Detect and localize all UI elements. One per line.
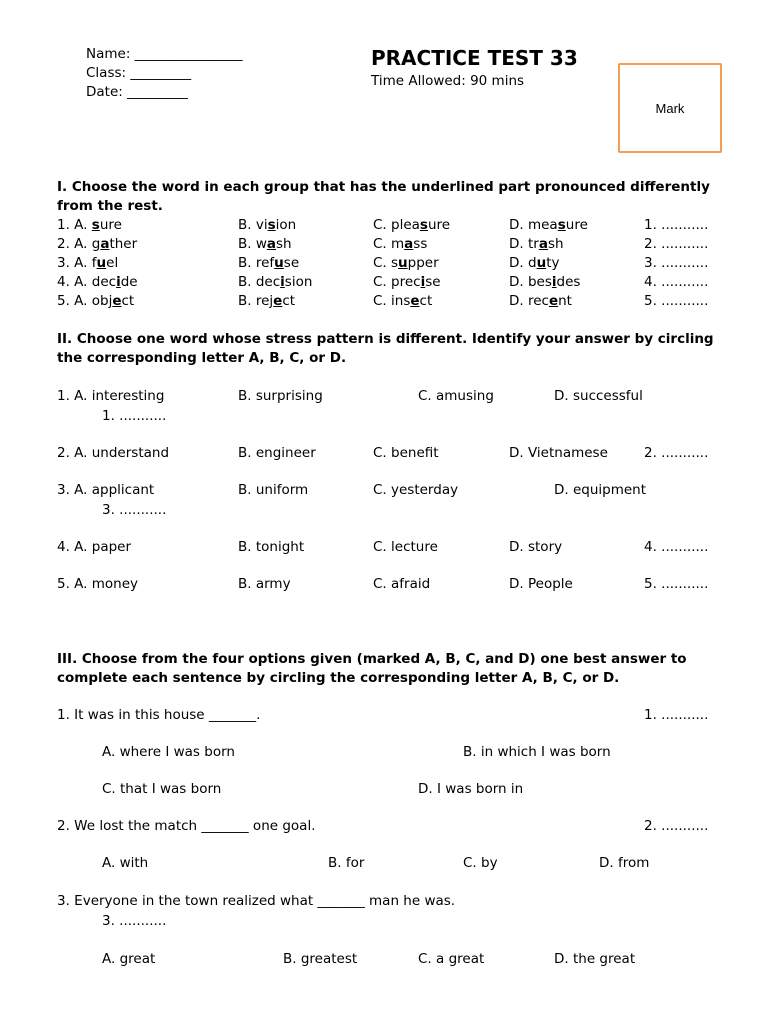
option-text: de — [120, 274, 138, 290]
option-text: C. prec — [373, 274, 421, 290]
s2-q3-option-a[interactable]: 3. A. applicant — [57, 482, 155, 498]
s2-q5-option-c[interactable]: C. afraid — [373, 576, 431, 592]
s1-q4-option-c[interactable] — [373, 273, 441, 292]
option-text: D. d — [509, 255, 537, 271]
s3-q3-stem: 3. Everyone in the town realized what _______ man he was. — [57, 893, 456, 909]
option-text: ct — [121, 293, 135, 309]
option-text: ure — [565, 217, 588, 233]
s2-q4-option-c[interactable]: C. lecture — [373, 539, 438, 555]
s1-q5-answer: 5. ........... — [644, 293, 709, 309]
option-text: D. rec — [509, 293, 549, 309]
option-text: se — [283, 255, 300, 271]
option-text: ct — [419, 293, 433, 309]
s1-q5-option-c[interactable] — [373, 292, 432, 311]
option-text: 3. A. f — [57, 255, 97, 271]
s2-q3-answer: 3. ........... — [102, 502, 167, 518]
underlined-letter: i — [116, 274, 121, 290]
s1-q3-option-c[interactable] — [373, 254, 439, 273]
s3-q2-option-b[interactable]: B. for — [328, 855, 365, 871]
option-text: C. s — [373, 255, 399, 271]
option-text: ty — [546, 255, 560, 271]
underlined-letter: e — [112, 293, 122, 309]
option-text: des — [556, 274, 581, 290]
mark-label: Mark — [655, 100, 685, 116]
option-text: sh — [547, 236, 564, 252]
s3-q3-option-c[interactable]: C. a great — [418, 951, 485, 967]
s2-q1-answer: 1. ........... — [102, 408, 167, 424]
underlined-letter: e — [410, 293, 420, 309]
s2-q4-option-a[interactable]: 4. A. paper — [57, 539, 132, 555]
s1-q3-answer: 3. ........... — [644, 255, 709, 271]
section-3-heading: III. Choose from the four options given (marked A, B, C, and D) one best answer to complete each sentence by circling the corresponding letter A, B, C, or D. — [57, 651, 687, 686]
s3-q2-option-d[interactable]: D. from — [599, 855, 650, 871]
underlined-letter: a — [538, 236, 548, 252]
s1-q5-option-b[interactable] — [238, 292, 295, 311]
option-text: el — [106, 255, 119, 271]
underlined-letter: u — [96, 255, 107, 271]
s3-q2-option-c[interactable]: C. by — [463, 855, 498, 871]
s1-q4-option-b[interactable] — [238, 273, 312, 292]
option-text: ss — [413, 236, 428, 252]
s3-q2-answer: 2. ........... — [644, 818, 709, 834]
s2-q4-answer: 4. ........... — [644, 539, 709, 555]
s1-q1-option-a[interactable] — [57, 216, 122, 235]
time-allowed: Time Allowed: 90 mins — [371, 73, 525, 89]
class-field-label: Class: _________ — [86, 65, 192, 81]
s2-q2-option-a[interactable]: 2. A. understand — [57, 445, 170, 461]
s1-q5-option-d[interactable] — [509, 292, 572, 311]
underlined-letter: a — [266, 236, 277, 252]
underlined-letter: u — [398, 255, 408, 271]
s1-q4-option-a[interactable] — [57, 273, 138, 292]
option-text: 1. A. — [57, 217, 92, 233]
option-text: sh — [276, 236, 292, 252]
option-text: B. w — [238, 236, 267, 252]
s1-q4-option-d[interactable] — [509, 273, 580, 292]
s2-q4-option-b[interactable]: B. tonight — [238, 539, 305, 555]
page-title: PRACTICE TEST 33 — [371, 46, 578, 70]
option-text: se — [425, 274, 441, 290]
s3-q3-option-a[interactable]: A. great — [102, 951, 156, 967]
underlined-letter: i — [551, 274, 557, 290]
s2-q3-option-c[interactable]: C. yesterday — [373, 482, 459, 498]
s1-q2-option-b[interactable] — [238, 235, 292, 254]
s2-q1-option-b[interactable]: B. surprising — [238, 388, 323, 404]
underlined-letter: e — [273, 293, 283, 309]
s2-q3-option-b[interactable]: B. uniform — [238, 482, 309, 498]
s2-q4-option-d[interactable]: D. story — [509, 539, 563, 555]
s2-q5-option-b[interactable]: B. army — [238, 576, 291, 592]
s3-q1-option-b[interactable]: B. in which I was born — [463, 744, 611, 760]
s2-q2-option-b[interactable]: B. engineer — [238, 445, 316, 461]
s2-q2-option-d[interactable]: D. Vietnamese — [509, 445, 608, 461]
s2-q1-option-c[interactable]: C. amusing — [418, 388, 494, 404]
date-field-label: Date: _________ — [86, 84, 188, 100]
s2-q5-option-a[interactable]: 5. A. money — [57, 576, 139, 592]
s1-q4-answer: 4. ........... — [644, 274, 709, 290]
underlined-letter: s — [557, 217, 566, 233]
s2-q5-answer: 5. ........... — [644, 576, 709, 592]
s3-q3-option-b[interactable]: B. greatest — [283, 951, 358, 967]
underlined-letter: s — [91, 217, 100, 233]
s1-q2-option-a[interactable] — [57, 235, 137, 254]
name-field-label: Name: ________________ — [86, 46, 243, 62]
s3-q2-option-a[interactable]: A. with — [102, 855, 149, 871]
option-text: pper — [407, 255, 439, 271]
s2-q1-option-a[interactable]: 1. A. interesting — [57, 388, 165, 404]
s3-q1-answer: 1. ........... — [644, 707, 709, 723]
s3-q1-stem: 1. It was in this house _______. — [57, 707, 261, 723]
option-text: 5. A. obj — [57, 293, 113, 309]
option-text: 2. A. g — [57, 236, 101, 252]
option-text: ther — [109, 236, 138, 252]
option-text: ion — [275, 217, 297, 233]
s1-q3-option-b[interactable] — [238, 254, 299, 273]
s1-q1-option-d[interactable] — [509, 216, 588, 235]
s1-q3-option-d[interactable] — [509, 254, 559, 273]
underlined-letter: u — [274, 255, 284, 271]
underlined-letter: u — [536, 255, 547, 271]
option-text: D. tr — [509, 236, 539, 252]
option-text: D. bes — [509, 274, 552, 290]
s1-q2-option-d[interactable] — [509, 235, 564, 254]
s3-q3-answer: 3. ........... — [102, 913, 167, 929]
s1-q2-answer: 2. ........... — [644, 236, 709, 252]
s2-q2-answer: 2. ........... — [644, 445, 709, 461]
option-text: sion — [284, 274, 313, 290]
underlined-letter: s — [419, 217, 428, 233]
option-text: 4. A. dec — [57, 274, 117, 290]
s1-q2-option-c[interactable] — [373, 235, 427, 254]
option-text: C. plea — [373, 217, 420, 233]
s1-q1-option-b[interactable] — [238, 216, 296, 235]
underlined-letter: a — [404, 236, 414, 252]
option-text: D. mea — [509, 217, 558, 233]
s1-q5-option-a[interactable] — [57, 292, 134, 311]
s1-q3-option-a[interactable] — [57, 254, 118, 273]
s3-q3-option-d[interactable]: D. the great — [554, 951, 636, 967]
underlined-letter: e — [548, 293, 559, 309]
section-2-heading: II. Choose one word whose stress pattern is different. Identify your answer by circling the corresponding letter A, B, C, or D. — [57, 331, 714, 366]
s3-q1-option-d[interactable]: D. I was born in — [418, 781, 524, 797]
option-text: ct — [282, 293, 296, 309]
underlined-letter: i — [420, 274, 426, 290]
underlined-letter: i — [280, 274, 285, 290]
option-text: ure — [427, 217, 451, 233]
option-text: C. ins — [373, 293, 411, 309]
underlined-letter: s — [267, 217, 276, 233]
s2-q1-option-d[interactable]: D. successful — [554, 388, 643, 404]
option-text: B. vi — [238, 217, 268, 233]
option-text: ure — [99, 217, 122, 233]
option-text: B. rej — [238, 293, 274, 309]
option-text: C. m — [373, 236, 405, 252]
underlined-letter: a — [100, 236, 110, 252]
option-text: B. ref — [238, 255, 275, 271]
s1-q1-answer: 1. ........... — [644, 217, 709, 233]
option-text: B. dec — [238, 274, 281, 290]
section-1-heading: I. Choose the word in each group that has the underlined part pronounced differently from the rest. — [57, 179, 710, 214]
s2-q3-option-d[interactable]: D. equipment — [554, 482, 647, 498]
s2-q2-option-c[interactable]: C. benefit — [373, 445, 439, 461]
s3-q1-option-c[interactable]: C. that I was born — [102, 781, 222, 797]
s2-q5-option-d[interactable]: D. People — [509, 576, 573, 592]
s1-q1-option-c[interactable] — [373, 216, 450, 235]
mark-box — [618, 63, 722, 153]
option-text: nt — [558, 293, 572, 309]
s3-q2-stem: 2. We lost the match _______ one goal. — [57, 818, 316, 834]
s3-q1-option-a[interactable]: A. where I was born — [102, 744, 235, 760]
